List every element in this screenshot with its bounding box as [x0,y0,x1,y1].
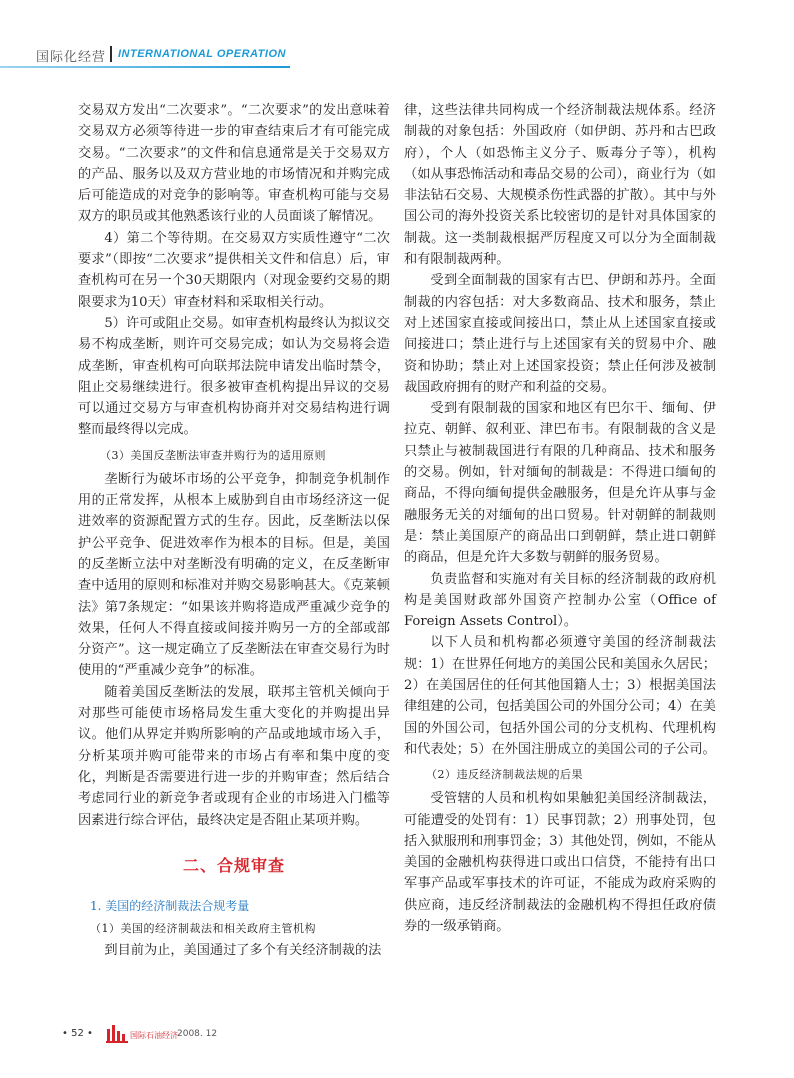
paragraph: 随着美国反垄断法的发展，联邦主管机关倾向于对那些可能使市场格局发生重大变化的并购提出异议。他们从界定并购所影响的产品或地域市场入手，分析某项并购可能带来的市场占有率和集中度的变化，判断是否需要进行进一步的并购审查；然后结合考虑同行业的新竞争者或现有企业的市场进入门槛等因素进行综合评估，最终决定是否阻止某项并购。 [78,684,390,828]
header-rule [0,66,290,68]
page-header [0,0,794,80]
page-footer [0,1020,794,1050]
header-separator [110,46,112,62]
issue-date: 2008. 12 [177,1029,218,1039]
paragraph: 4）第二个等待期。在交易双方实质性遵守“二次要求”（即按“二次要求”提供相关文件和信息）后，审查机构可在另一个30天期限内（对现金要约交易的期限要求为10天）审查材料和采取相关行动。 [78,230,390,310]
paragraph: 交易双方发出“二次要求”。“二次要求”的发出意味着交易双方必须等待进一步的审查结束后才有可能完成交易。“二次要求”的文件和信息通常是关于交易双方的产品、服务以及双方营业地的市场情况和并购完成后可能造成的对竞争的影响等。审查机构可能与交易双方的职员或其他熟悉该行业的人员面谈了解情况。 [78,103,390,225]
right-column [404,100,716,937]
paragraph: 到目前为止，美国通过了多个有关经济制裁的法 [104,942,382,958]
magazine-logo-icon [106,1023,128,1043]
paragraph: 5）许可或阻止交易。如审查机构最终认为拟议交易不构成垄断，则许可交易完成；如认为交易将会造成垄断，审查机构可向联邦法院申请发出临时禁令，阻止交易继续进行。很多被审查机构提出异议的交易可以通过交易方与审查机构协商并对交易结构进行调整而最终得以完成。 [78,315,390,438]
section-title: 二、合规审查 [182,855,285,875]
subheading: （3）美国反垄断法审查并购行为的适用原则 [100,448,326,462]
subsection-title: 1. 美国的经济制裁法合规考量 [90,898,250,913]
paragraph: 受到有限制裁的国家和地区有巴尔干、缅甸、伊拉克、朝鲜、叙利亚、津巴布韦。有限制裁的含义是只禁止与被制裁国进行有限的几种商品、技术和服务的交易。例如，针对缅甸的制裁是：不得进口缅甸的商品，不得向缅甸提供金融服务，但是允许从事与金融服务无关的对缅甸的出口贸易。针对朝鲜的制裁则是：禁止美国原产的商品出口到朝鲜，禁止进口朝鲜的商品，但是允许大多数与朝鲜的服务贸易。 [404,401,716,566]
subheading: （2）违反经济制裁法规的后果 [426,768,583,782]
section-name-cn: 国际化经营 [36,50,107,65]
paragraph: 受管辖的人员和机构如果触犯美国经济制裁法，可能遭受的处罚有：1）民事罚款；2）刑事处罚，包括入狱服刑和刑事罚金；3）其他处罚，例如，不能从美国的金融机构获得进口或出口信贷，不能持有出口军事产品或军事技术的许可证，不能成为政府采购的供应商，违反经济制裁法的金融机构不得担任政府债券的一级承销商。 [404,791,716,934]
subheading: （1）美国的经济制裁法和相关政府主管机构 [90,921,316,935]
page-number: • 52 • [62,1028,93,1039]
paragraph: 受到全面制裁的国家有古巴、伊朗和苏丹。全面制裁的内容包括：对大多数商品、技术和服务，禁止对上述国家直接或间接出口，禁止从上述国家直接或间接进口；禁止进行与上述国家有关的贸易中介、融资和协助；禁止对上述国家投资；禁止任何涉及被制裁国政府拥有的财产和利益的交易。 [404,273,716,395]
paragraph: 垄断行为破坏市场的公平竞争，抑制竞争机制作用的正常发挥，从根本上威胁到自由市场经济这一促进效率的资源配置方式的生存。因此，反垄断法以保护公平竞争、促进效率作为根本的目标。但是，美国的反垄断立法中对垄断没有明确的定义，在反垄断审查中适用的原则和标准对并购交易影响甚大。《克莱顿法》第7条规定：“如果该并购将造成严重减少竞争的效果，任何人不得直接或间接并购另一方的全部或部分资产”。这一规定确立了反垄断法在审查交易行为时使用的“严重减少竞争”的标准。 [78,471,390,679]
paragraph: 律，这些法律共同构成一个经济制裁法规体系。经济制裁的对象包括：外国政府（如伊朗、苏丹和古巴政府），个人（如恐怖主义分子、贩毒分子等），机构（如从事恐怖活动和毒品交易的公司），商业行为（如非法钻石交易、大规模杀伤性武器的扩散）。其中与外国公司的海外投资关系比较密切的是针对具体国家的制裁。这一类制裁根据严厉程度又可以分为全面制裁和有限制裁两种。 [404,103,716,268]
paragraph: 以下人员和机构都必须遵守美国的经济制裁法规：1）在世界任何地方的美国公民和美国永久居民；2）在美国居住的任何其他国籍人士；3）根据美国法律组建的公司，包括美国公司的外国分公司；4）在美国的外国公司，包括外国公司的分支机构、代理机构和代表处；5）在外国注册成立的美国公司的子公司。 [404,635,716,757]
magazine-name: 国际石油经济 [130,1031,178,1040]
left-column [78,100,390,961]
paragraph: 负责监督和实施对有关目标的经济制裁的政府机构是美国财政部外国资产控制办公室（Office of Foreign Assets Control）。 [404,571,716,630]
section-name-en: INTERNATIONAL OPERATION [118,48,286,60]
